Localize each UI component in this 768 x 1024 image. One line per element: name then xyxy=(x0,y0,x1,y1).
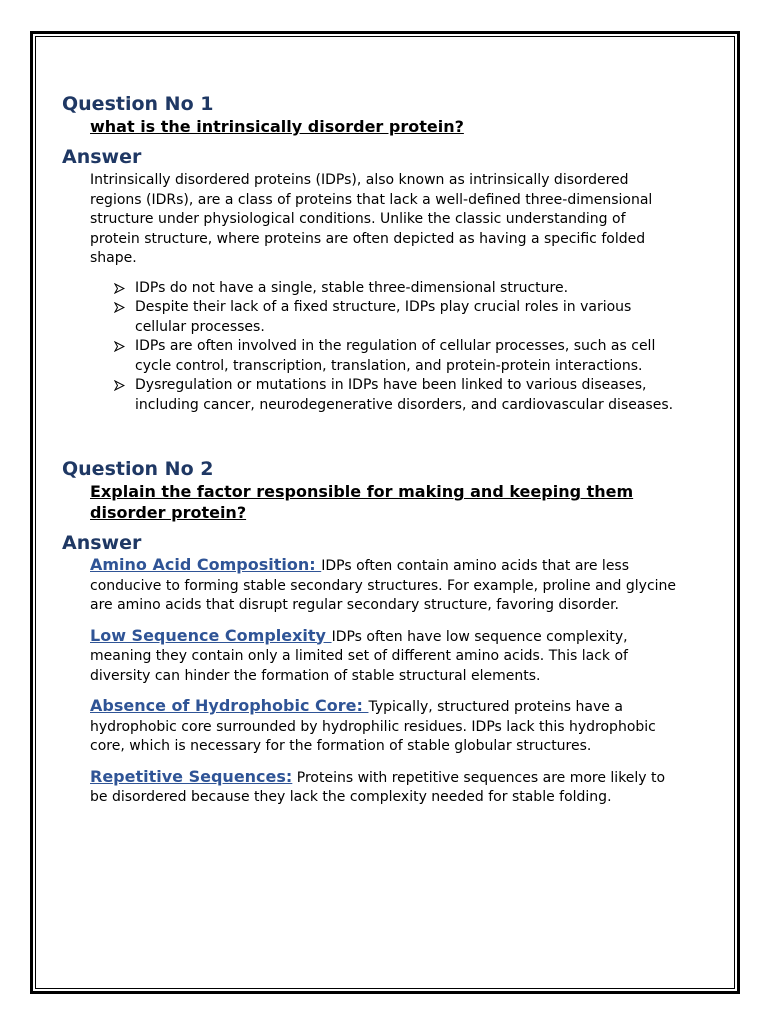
factor-amino-acid-composition xyxy=(90,555,678,616)
arrowhead-bullet-icon xyxy=(114,341,125,352)
factor-low-sequence-complexity xyxy=(90,626,678,687)
list-item xyxy=(114,298,674,337)
list-item xyxy=(114,279,674,299)
factor-text: Typically, structured proteins have a hydrophobic core surrounded by hydrophilic residues. IDPs lack this hydrophobic core, which is necessary for the formation of stable globular structures. xyxy=(90,699,656,754)
factor-repetitive-sequences xyxy=(90,767,678,808)
arrowhead-bullet-icon xyxy=(114,302,125,313)
list-item xyxy=(114,337,674,376)
factor-absence-hydrophobic-core xyxy=(90,696,678,757)
question-1-text: what is the intrinsically disorder protein? xyxy=(90,117,464,136)
section-spacer xyxy=(62,415,682,457)
bullet-text: Dysregulation or mutations in IDPs have been linked to various diseases, including cancer, neurodegenerative disorders, and cardiovascular diseases. xyxy=(135,377,674,413)
question-2-text: Explain the factor responsible for making and keeping them disorder protein? xyxy=(90,482,634,522)
factor-text: Proteins with repetitive sequences are more likely to be disordered because they lack the complexity needed for stable folding. xyxy=(90,769,666,805)
question-1-heading: Question No 1 xyxy=(62,93,214,115)
factor-title: Amino Acid Composition: xyxy=(90,555,322,574)
factor-title: Low Sequence Complexity xyxy=(90,625,332,645)
document-body xyxy=(62,92,682,818)
arrowhead-bullet-icon xyxy=(114,283,125,294)
answer-1-intro: Intrinsically disordered proteins (IDPs), also known as intrinsically disordered regions (IDRs), are a class of proteins that lack a well-defined three-dimensional structure under physiological conditions. Unlike the classic understanding of protein structure, where proteins are often depicted as having a specific folded shape. xyxy=(90,172,653,266)
factor-title: Repetitive Sequences: xyxy=(90,766,293,786)
question-2-heading: Question No 2 xyxy=(62,458,214,480)
question-2-section xyxy=(62,457,682,808)
factor-text: IDPs often have low sequence complexity, meaning they contain only a limited set of different amino acids. This lack of diversity can hinder the formation of stable structural elements. xyxy=(90,628,628,684)
list-item xyxy=(114,376,674,415)
factor-text: IDPs often contain amino acids that are less conducive to forming stable secondary structures. For example, proline and glycine are amino acids that disrupt regular secondary structure, favoring disorder. xyxy=(90,558,677,613)
answer-1-bullet-list xyxy=(114,279,674,416)
arrowhead-bullet-icon xyxy=(114,380,125,391)
bullet-text: IDPs are often involved in the regulation of cellular processes, such as cell cycle control, transcription, translation, and protein-protein interactions. xyxy=(135,338,656,374)
factor-title: Absence of Hydrophobic Core: xyxy=(90,696,369,715)
answer-2-heading: Answer xyxy=(62,532,142,554)
answer-1-heading: Answer xyxy=(62,146,142,168)
question-1-section xyxy=(62,92,682,415)
bullet-text: Despite their lack of a fixed structure, IDPs play crucial roles in various cellular processes. xyxy=(135,299,632,335)
bullet-text: IDPs do not have a single, stable three-dimensional structure. xyxy=(135,279,569,296)
